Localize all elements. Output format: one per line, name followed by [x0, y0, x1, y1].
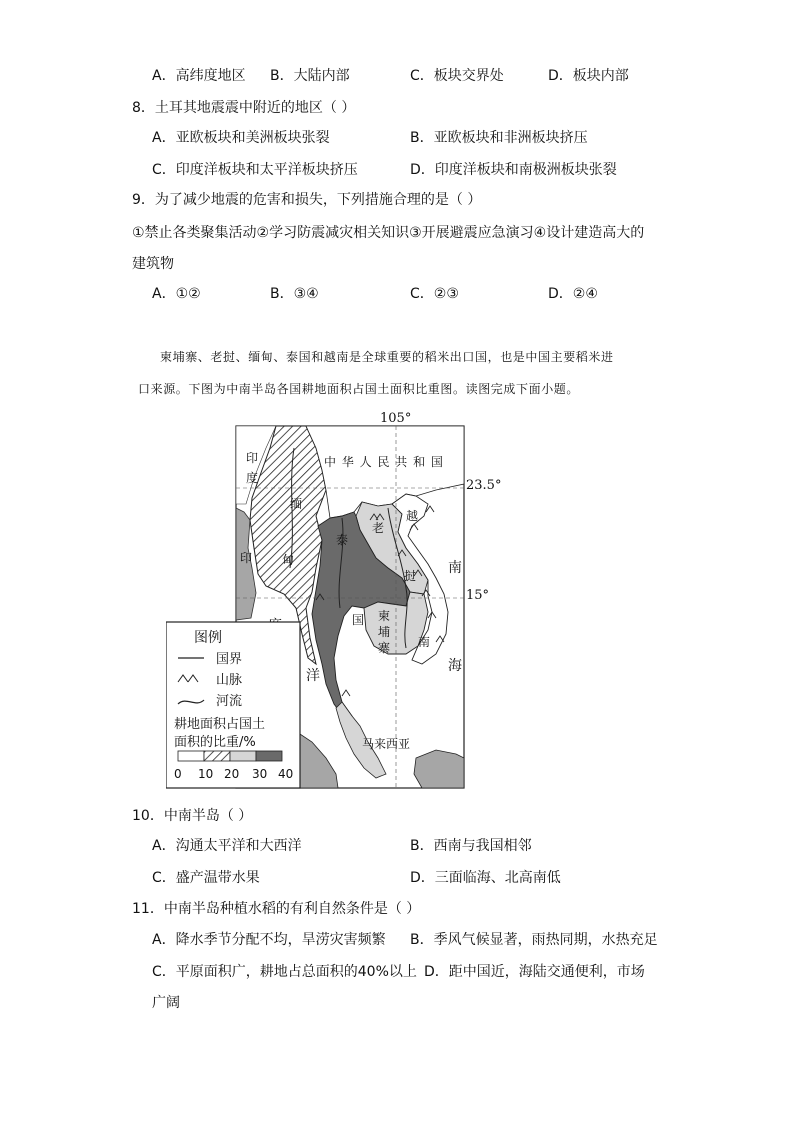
lon-105-label: 105° — [380, 411, 412, 426]
passage-line2: 口来源。下图为中南半岛各国耕地面积占国土面积比重图。读图完成下面小题。 — [138, 382, 580, 396]
vietnam-label-a: 越 — [406, 509, 419, 523]
india-label-2: 印 — [240, 551, 253, 565]
q7-option-d[interactable]: D．板块内部 — [548, 68, 629, 84]
q11-option-c[interactable]: C．平原面积广，耕地占总面积的40%以上 — [152, 964, 417, 980]
q9-option-a[interactable]: A．①② — [152, 286, 201, 302]
scale-0-10 — [178, 751, 204, 761]
q9-option-b[interactable]: B．③④ — [270, 286, 319, 302]
q11-option-d-continuation: 广阔 — [152, 995, 180, 1011]
q11-option-a[interactable]: A．降水季节分配不均，旱涝灾害频繁 — [152, 932, 386, 948]
legend-ratio-line1: 耕地面积占国土 — [174, 717, 266, 732]
q7-option-b[interactable]: B．大陆内部 — [270, 68, 350, 84]
q9-stem: 9．为了减少地震的危害和损失，下列措施合理的是（ ） — [132, 192, 482, 208]
ocean-east-label-b: 海 — [448, 658, 462, 674]
scale-tick-0: 0 — [174, 767, 182, 781]
q8-option-d[interactable]: D．印度洋板块和南极洲板块张裂 — [410, 162, 617, 178]
malaysia-label: 马来西亚 — [362, 737, 411, 751]
q10-option-a[interactable]: A．沟通太平洋和大西洋 — [152, 838, 302, 854]
legend-mountain: 山脉 — [216, 673, 243, 688]
china-label: 中 华 人 民 共 和 国 — [324, 455, 444, 469]
q9-option-c[interactable]: C．②③ — [410, 286, 459, 302]
cambodia-label-c: 寨 — [378, 641, 391, 655]
vietnam-label-c: 南 — [418, 635, 431, 649]
q9-statement-line1: ①禁止各类聚集活动②学习防震减灾相关知识③开展避震应急演习④设计建造高大的 — [132, 225, 645, 241]
legend-border: 国界 — [216, 652, 243, 667]
q7-option-c[interactable]: C．板块交界处 — [410, 68, 504, 84]
cambodia-label-a: 柬 — [378, 609, 391, 623]
q9-option-d[interactable]: D．②④ — [548, 286, 598, 302]
q8-option-a[interactable]: A．亚欧板块和美洲板块张裂 — [152, 130, 330, 146]
myanmar-label-b: 甸 — [282, 553, 295, 567]
ocean-west-label-b: 洋 — [306, 668, 320, 684]
map-legend — [166, 622, 300, 788]
india-label-1a: 印 — [246, 451, 259, 465]
scale-30-40 — [256, 751, 282, 761]
myanmar-label-a: 缅 — [290, 497, 303, 511]
q9-statement-line2: 建筑物 — [132, 256, 174, 272]
legend-ratio-line2: 面积的比重/% — [174, 735, 256, 750]
lat-23-5-label: 23.5° — [466, 478, 502, 493]
q8-option-b[interactable]: B．亚欧板块和非洲板块挤压 — [410, 130, 588, 146]
scale-20-30 — [230, 751, 256, 761]
passage-line1: 柬埔寨、老挝、缅甸、泰国和越南是全球重要的稻米出口国，也是中国主要稻米进 — [160, 350, 614, 364]
legend-river: 河流 — [216, 694, 243, 709]
scale-tick-40: 40 — [278, 767, 294, 781]
q11-stem: 11．中南半岛种植水稻的有利自然条件是（ ） — [132, 901, 421, 917]
laos-label: 老 — [372, 521, 385, 535]
q10-option-d[interactable]: D．三面临海、北高南低 — [410, 870, 561, 886]
q7-option-a[interactable]: A．高纬度地区 — [152, 68, 246, 84]
vietnam-label-b: 挝 — [404, 569, 417, 583]
india-label-1b: 度 — [246, 471, 259, 485]
thailand-label-b: 国 — [352, 613, 365, 627]
indochina-farmland-map — [166, 408, 502, 790]
ocean-east-label-a: 南 — [448, 560, 462, 576]
q11-option-d[interactable]: D．距中国近，海陆交通便利，市场 — [424, 964, 645, 980]
lat-15-text: 15° — [466, 588, 490, 603]
legend-title: 图例 — [194, 630, 222, 646]
scale-tick-10: 10 — [198, 767, 214, 781]
thailand-label-a: 泰 — [336, 533, 349, 547]
q10-option-c[interactable]: C．盛产温带水果 — [152, 870, 260, 886]
scale-tick-30: 30 — [252, 767, 268, 781]
scale-10-20 — [204, 751, 230, 761]
q10-option-b[interactable]: B．西南与我国相邻 — [410, 838, 532, 854]
q8-stem: 8．土耳其地震震中附近的地区（ ） — [132, 100, 356, 116]
q10-stem: 10．中南半岛（ ） — [132, 808, 253, 824]
scale-tick-20: 20 — [224, 767, 240, 781]
q11-option-b[interactable]: B．季风气候显著，雨热同期，水热充足 — [410, 932, 658, 948]
q8-option-c[interactable]: C．印度洋板块和太平洋板块挤压 — [152, 162, 358, 178]
cambodia-label-b: 埔 — [378, 625, 391, 639]
borneo-region — [414, 750, 464, 788]
